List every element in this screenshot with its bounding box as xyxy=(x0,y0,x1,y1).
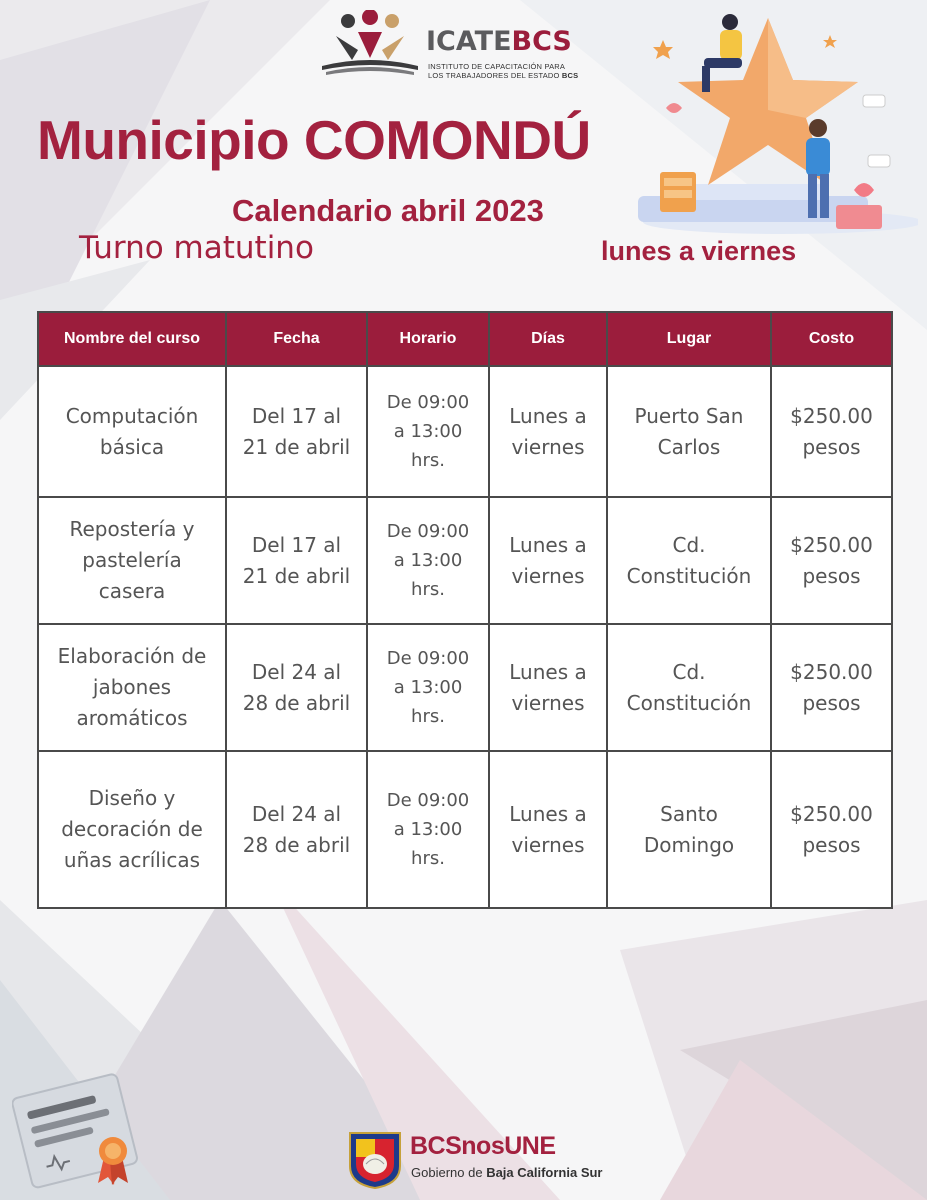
cell-dias: Lunes a viernes xyxy=(489,751,607,908)
certificate-icon xyxy=(12,1065,152,1190)
calendar-subtitle: Calendario abril 2023 xyxy=(232,193,544,228)
footer-brand-title: BCSnosUNE xyxy=(410,1132,556,1160)
col-header-lugar: Lugar xyxy=(607,312,771,366)
col-header-horario: Horario xyxy=(367,312,489,366)
cell-costo: $250.00 pesos xyxy=(771,751,892,908)
table-row xyxy=(38,497,892,624)
logo-subtitle: INSTITUTO DE CAPACITACIÓN PARA LOS TRABAJADORES DEL ESTADO BCS xyxy=(428,62,579,80)
footer-brand-subtitle: Gobierno de Baja California Sur xyxy=(411,1165,603,1180)
cell-lugar: Santo Domingo xyxy=(607,751,771,908)
cell-costo: $250.00 pesos xyxy=(771,497,892,624)
col-header-costo: Costo xyxy=(771,312,892,366)
cell-curso: Diseño y decoración de uñas acrílicas xyxy=(38,751,226,908)
cell-horario: De 09:00 a 13:00 hrs. xyxy=(367,366,489,497)
icatebcs-logo-icon xyxy=(318,10,422,78)
col-header-fecha: Fecha xyxy=(226,312,367,366)
shift-label: Turno matutino xyxy=(79,230,314,266)
cell-fecha: Del 24 al 28 de abril xyxy=(226,624,367,751)
logo-title: ICATEBCS xyxy=(426,26,572,57)
table-header-row xyxy=(38,312,892,366)
cell-lugar: Puerto San Carlos xyxy=(607,366,771,497)
footer-logo xyxy=(347,1130,603,1192)
header-logo xyxy=(318,10,608,82)
cell-dias: Lunes a viernes xyxy=(489,497,607,624)
col-header-curso: Nombre del curso xyxy=(38,312,226,366)
cell-horario: De 09:00 a 13:00 hrs. xyxy=(367,624,489,751)
cell-curso: Computación básica xyxy=(38,366,226,497)
cell-fecha: Del 17 al 21 de abril xyxy=(226,497,367,624)
cell-lugar: Cd. Constitución xyxy=(607,497,771,624)
cell-dias: Lunes a viernes xyxy=(489,624,607,751)
table-row xyxy=(38,751,892,908)
days-label: lunes a viernes xyxy=(601,236,797,266)
cell-curso: Repostería y pastelería casera xyxy=(38,497,226,624)
course-table xyxy=(37,311,891,914)
cell-horario: De 09:00 a 13:00 hrs. xyxy=(367,751,489,908)
cell-lugar: Cd. Constitución xyxy=(607,624,771,751)
cell-costo: $250.00 pesos xyxy=(771,366,892,497)
cell-costo: $250.00 pesos xyxy=(771,624,892,751)
cell-curso: Elaboración de jabones aromáticos xyxy=(38,624,226,751)
col-header-dias: Días xyxy=(489,312,607,366)
cell-horario: De 09:00 a 13:00 hrs. xyxy=(367,497,489,624)
bcs-shield-icon xyxy=(347,1130,403,1190)
cell-fecha: Del 24 al 28 de abril xyxy=(226,751,367,908)
table-row xyxy=(38,624,892,751)
star-people-illustration xyxy=(618,0,918,240)
table-row xyxy=(38,366,892,497)
page-title: Municipio COMONDÚ xyxy=(37,109,591,171)
cell-fecha: Del 17 al 21 de abril xyxy=(226,366,367,497)
cell-dias: Lunes a viernes xyxy=(489,366,607,497)
